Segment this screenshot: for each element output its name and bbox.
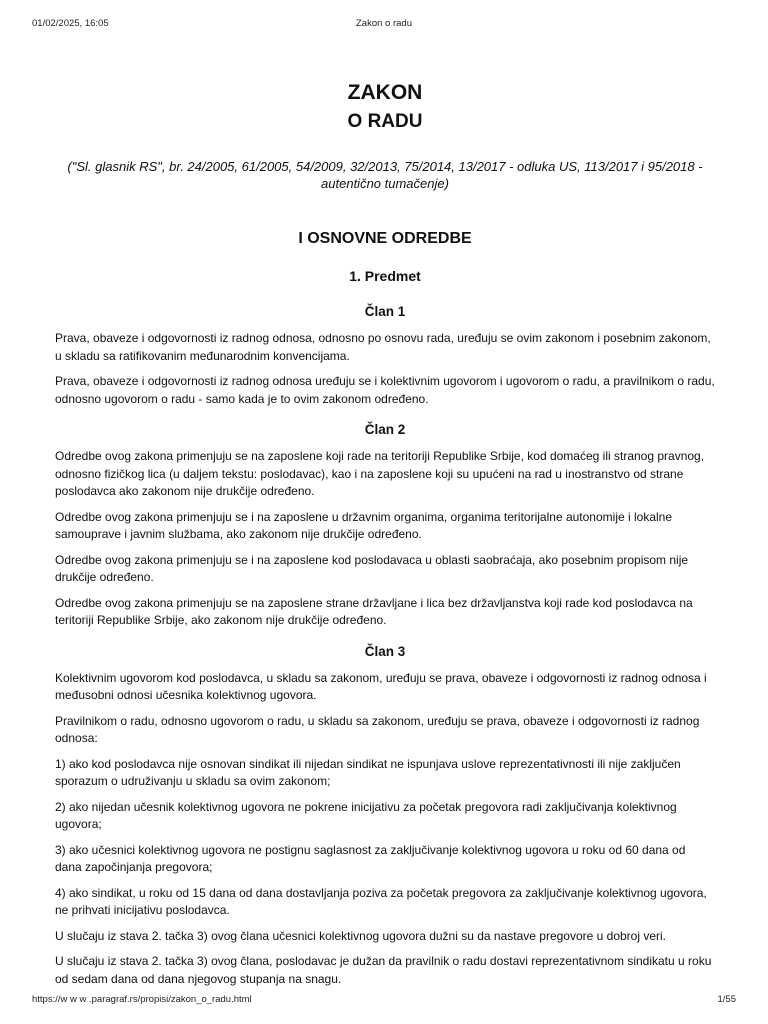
law-subtitle: O RADU [347, 111, 423, 132]
article-3 [55, 642, 715, 989]
article-paragraph: Kolektivnim ugovorom kod poslodavca, u skladu sa zakonom, uređuju se prava, obaveze i odgovornosti iz radnog odnosa i međusobni odnosi učesnika kolektivnog ugovora. [55, 670, 707, 702]
article-paragraph: U slučaju iz stava 2. tačka 3) ovog člana, poslodavac je dužan da pravilnik o radu dostavi reprezentativnom sindikatu u roku od sedam dana od dana njegovog stupanja na snagu. [55, 954, 712, 986]
article-heading: Član 1 [364, 304, 406, 319]
article-paragraph: U slučaju iz stava 2. tačka 3) ovog člana učesnici kolektivnog ugovora dužni su da nastave pregovore u dobroj veri. [55, 928, 667, 943]
article-paragraph: Odredbe ovog zakona primenjuju se i na zaposlene u državnim organima, organima teritorijalne autonomije i lokalne samouprave i javnim službama, ako zakonom nije drukčije određeno. [55, 509, 673, 541]
document-body [55, 78, 715, 996]
article-list-item: 1) ako kod poslodavca nije osnovan sindikat ili nijedan sindikat ne ispunjava uslove reprezentativnosti ili nije zaključen sporazum o udruživanju u skladu sa ovim zakonom; [55, 756, 681, 788]
section-heading: 1. Predmet [349, 268, 421, 284]
article-heading: Član 2 [364, 422, 406, 437]
article-paragraph: Odredbe ovog zakona primenjuju se na zaposlene strane državljane i lica bez državljanstva koji rade kod poslodavca na teritoriji Republike Srbije, ako zakonom nije drukčije određeno. [55, 595, 693, 627]
article-paragraph: Prava, obaveze i odgovornosti iz radnog odnosa uređuju se i kolektivnim ugovorom i ugovorom o radu, a pravilnikom o radu, odnosno ugovorom o radu - samo kada je to ovim zakonom određeno. [55, 374, 715, 406]
article-1 [55, 302, 715, 408]
law-title: ZAKON [347, 81, 423, 104]
article-list-item: 2) ako nijedan učesnik kolektivnog ugovora ne pokrene inicijativu za početak pregovora radi zaključivanja kolektivnog ugovora; [55, 799, 677, 831]
article-list-item: 3) ako učesnici kolektivnog ugovora ne postignu saglasnost za zaključivanje kolektivnog ugovora u roku od 60 dana od dana započinjanja pregovora; [55, 842, 686, 874]
article-paragraph: Odredbe ovog zakona primenjuju se i na zaposlene kod poslodavaca u oblasti saobraćaja, ako posebnim propisom nije drukčije određeno. [55, 552, 689, 584]
print-page-number: 1/55 [717, 994, 736, 1005]
chapter-heading: I OSNOVNE ODREDBE [298, 230, 472, 247]
article-heading: Član 3 [364, 643, 406, 659]
article-paragraph: Pravilnikom o radu, odnosno ugovorom o radu, u skladu sa zakonom, uređuju se prava, obaveze i odgovornosti iz radnog odnosa: [55, 713, 700, 745]
gazette-reference: ("Sl. glasnik RS", br. 24/2005, 61/2005, 54/2009, 32/2013, 75/2014, 13/2017 - odluka US, 113/2017 i 95/2018 - autentično tumačenje) [67, 159, 703, 191]
article-paragraph: Odredbe ovog zakona primenjuju se na zaposlene koji rade na teritoriji Republike Srbije, kod domaćeg ili stranog pravnog, odnosno fizičkog lica (u daljem tekstu: poslodavac), kao i na zaposlene koji su upućeni na rad u inostranstvo od strane poslodavca ako zakonom nije drukčije određeno. [55, 449, 705, 498]
article-list-item: 4) ako sindikat, u roku od 15 dana od dana dostavljanja poziva za početak pregovora za zaključivanje kolektivnog ugovora, ne prihvati inicijativu poslodavca. [55, 885, 707, 917]
print-url: https://w w w .paragraf.rs/propisi/zakon_o_radu.html [32, 994, 252, 1005]
print-datetime: 01/02/2025, 16:05 [32, 18, 109, 29]
article-paragraph: Prava, obaveze i odgovornosti iz radnog odnosa, odnosno po osnovu rada, uređuju se ovim zakonom i posebnim zakonom, u skladu sa ratifikovanim međunarodnim konvencijama. [55, 331, 711, 363]
article-2 [55, 420, 715, 630]
print-page-title: Zakon o radu [356, 18, 412, 29]
